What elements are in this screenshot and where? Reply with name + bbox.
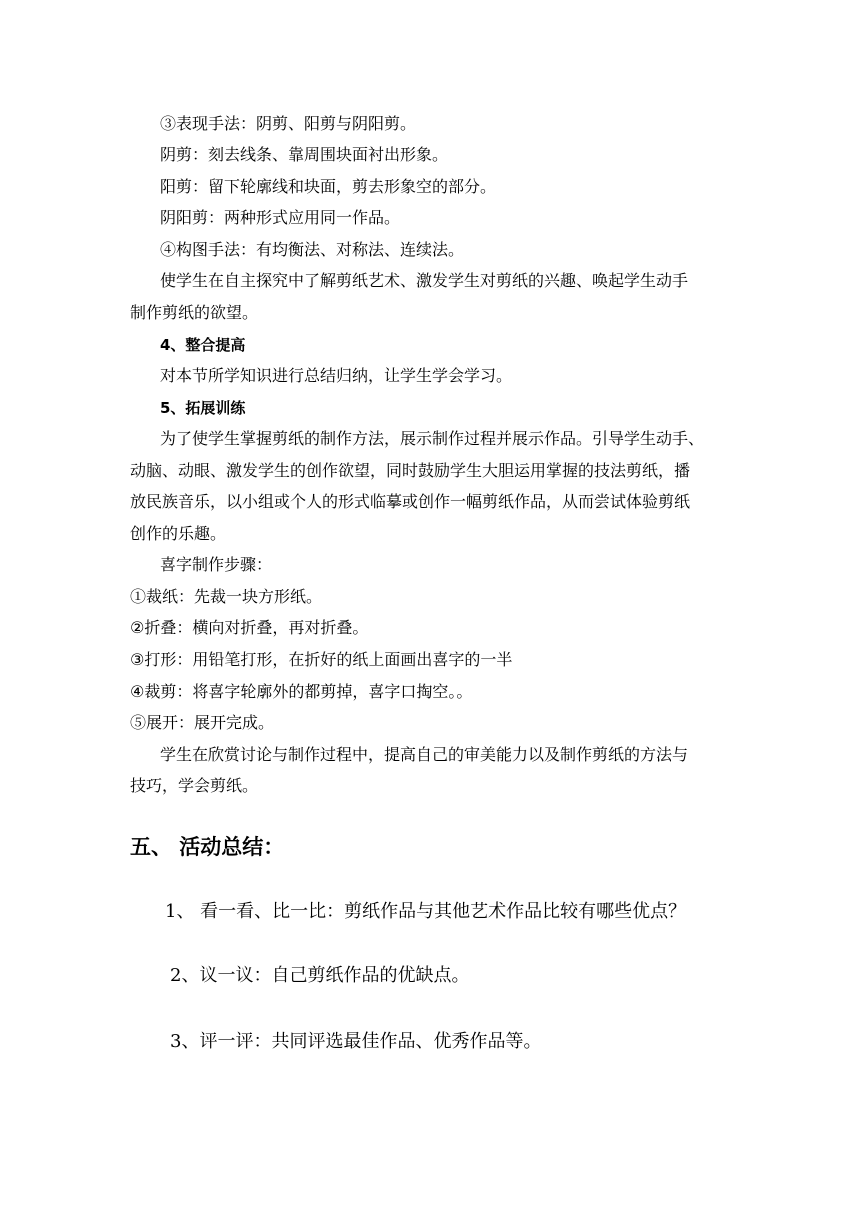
- step-line: ⑤展开：展开完成。: [130, 713, 275, 732]
- step-line: ④裁剪：将喜字轮廓外的都剪掉，喜字口掏空。。: [130, 682, 473, 701]
- paragraph-line: 放民族音乐，以小组或个人的形式临摹或创作一幅剪纸作品，从而尝试体验剪纸: [130, 492, 691, 511]
- subheading: 5、拓展训练: [160, 399, 246, 417]
- subheading: 4、整合提高: [160, 336, 246, 354]
- paragraph-line: ④构图手法：有均衡法、对称法、连续法。: [160, 240, 465, 259]
- paragraph-line: 喜字制作步骤：: [160, 555, 273, 574]
- paragraph-line: 使学生在自主探究中了解剪纸艺术、激发学生对剪纸的兴趣、唤起学生动手: [160, 271, 689, 290]
- paragraph-line: 为了使学生掌握剪纸的制作方法，展示制作过程并展示作品。引导学生动手、: [160, 429, 705, 448]
- paragraph-line: 阳剪：留下轮廓线和块面，剪去形象空的部分。: [160, 177, 497, 196]
- paragraph-line: 创作的乐趣。: [130, 524, 227, 543]
- paragraph-line: 阴阳剪：两种形式应用同一作品。: [160, 208, 401, 227]
- paragraph-line: 对本节所学知识进行总结归纳，让学生学会学习。: [160, 366, 513, 385]
- section-heading: 五、 活动总结：: [130, 835, 285, 859]
- paragraph-line: 学生在欣赏讨论与制作过程中，提高自己的审美能力以及制作剪纸的方法与: [160, 745, 689, 764]
- paragraph-line: 技巧，学会剪纸。: [130, 776, 259, 795]
- step-line: ②折叠：横向对折叠，再对折叠。: [130, 618, 369, 637]
- paragraph-line: ③表现手法：阴剪、阳剪与阴阳剪。: [160, 114, 417, 133]
- step-line: ③打形：用铅笔打形，在折好的纸上面画出喜字的一半: [130, 650, 513, 669]
- summary-item: 1、 看一看、比一比：剪纸作品与其他艺术作品比较有哪些优点？: [165, 901, 687, 922]
- paragraph-line: 动脑、动眼、激发学生的创作欲望，同时鼓励学生大胆运用掌握的技法剪纸，播: [130, 461, 691, 480]
- summary-item: 2、议一议：自己剪纸作品的优缺点。: [170, 965, 470, 986]
- summary-item: 3、评一评：共同评选最佳作品、优秀作品等。: [170, 1031, 542, 1052]
- step-line: ①裁纸：先裁一块方形纸。: [130, 587, 323, 606]
- paragraph-line: 阴剪：刻去线条、靠周围块面衬出形象。: [160, 145, 449, 164]
- paragraph-line: 制作剪纸的欲望。: [130, 303, 259, 322]
